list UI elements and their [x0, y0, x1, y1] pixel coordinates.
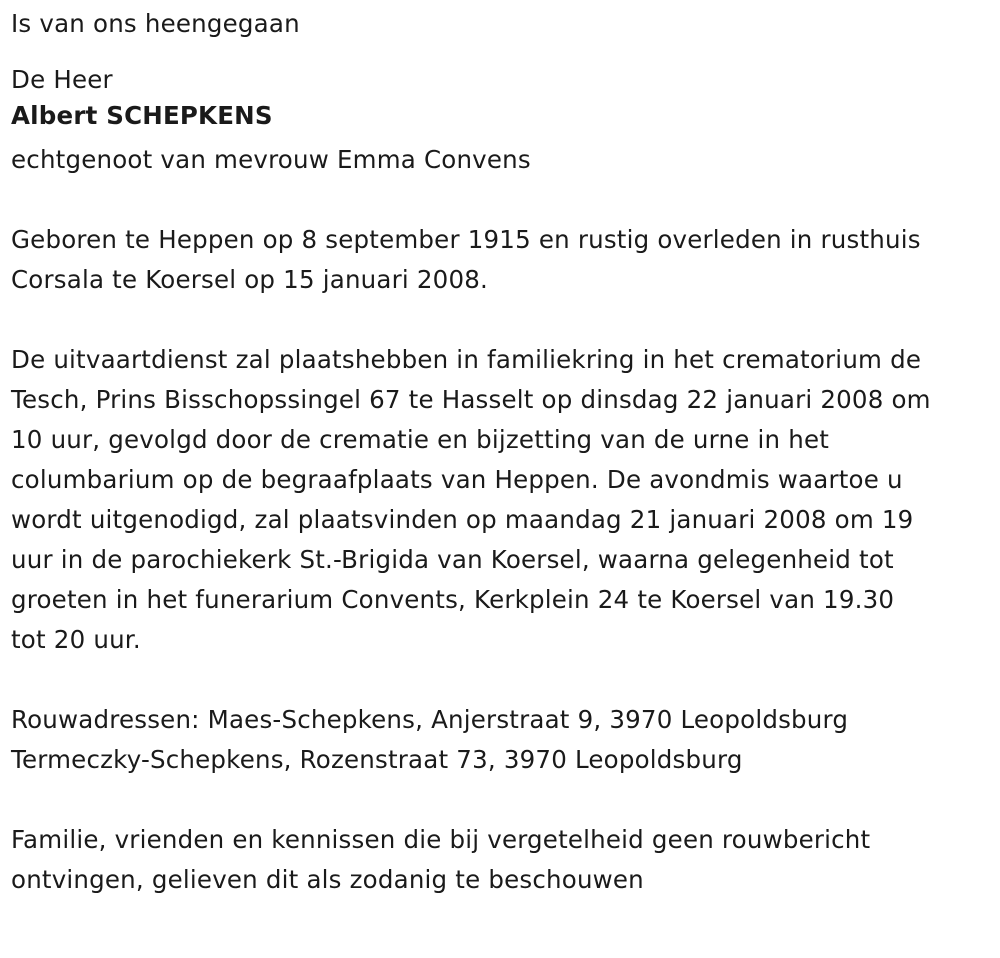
paragraph-line: Tesch, Prins Bisschopssingel 67 te Hasselt op dinsdag 22 januari 2008 om [11, 385, 931, 414]
service-paragraph [11, 340, 996, 660]
paragraph-line: columbarium op de begraafplaats van Heppen. De avondmis waartoe u [11, 465, 903, 494]
spacer [11, 780, 996, 820]
paragraph-line: De uitvaartdienst zal plaatshebben in familiekring in het crematorium de [11, 345, 922, 374]
spacer [11, 180, 996, 220]
spacer [11, 300, 996, 340]
address-line: Rouwadressen: Maes-Schepkens, Anjerstraat 9, 3970 Leopoldsburg [11, 705, 849, 734]
deceased-name: Albert SCHEPKENS [11, 101, 273, 130]
death-notice [11, 4, 996, 900]
paragraph-line: 10 uur, gevolgd door de crematie en bijzetting van de urne in het [11, 425, 830, 454]
closing-paragraph [11, 820, 996, 900]
paragraph-line: Geboren te Heppen op 8 september 1915 en rustig overleden in rusthuis [11, 225, 921, 254]
paragraph-line: tot 20 uur. [11, 625, 141, 654]
address-line: Termeczky-Schepkens, Rozenstraat 73, 3970 Leopoldsburg [11, 745, 743, 774]
paragraph-line: Corsala te Koersel op 15 januari 2008. [11, 265, 489, 294]
intro-text: Is van ons heengegaan [11, 9, 300, 38]
paragraph-line: Familie, vrienden en kennissen die bij vergetelheid geen rouwbericht [11, 825, 871, 854]
paragraph-line: wordt uitgenodigd, zal plaatsvinden op maandag 21 januari 2008 om 19 [11, 505, 914, 534]
spouse-text: echtgenoot van mevrouw Emma Convens [11, 145, 531, 174]
spacer [11, 660, 996, 700]
paragraph-line: groeten in het funerarium Convents, Kerkplein 24 te Koersel van 19.30 [11, 585, 895, 614]
paragraph-line: uur in de parochiekerk St.-Brigida van Koersel, waarna gelegenheid tot [11, 545, 894, 574]
title-text: De Heer [11, 65, 113, 94]
paragraph-line: ontvingen, gelieven dit als zodanig te beschouwen [11, 865, 644, 894]
birth-death-paragraph [11, 220, 996, 300]
addresses-paragraph [11, 700, 996, 780]
